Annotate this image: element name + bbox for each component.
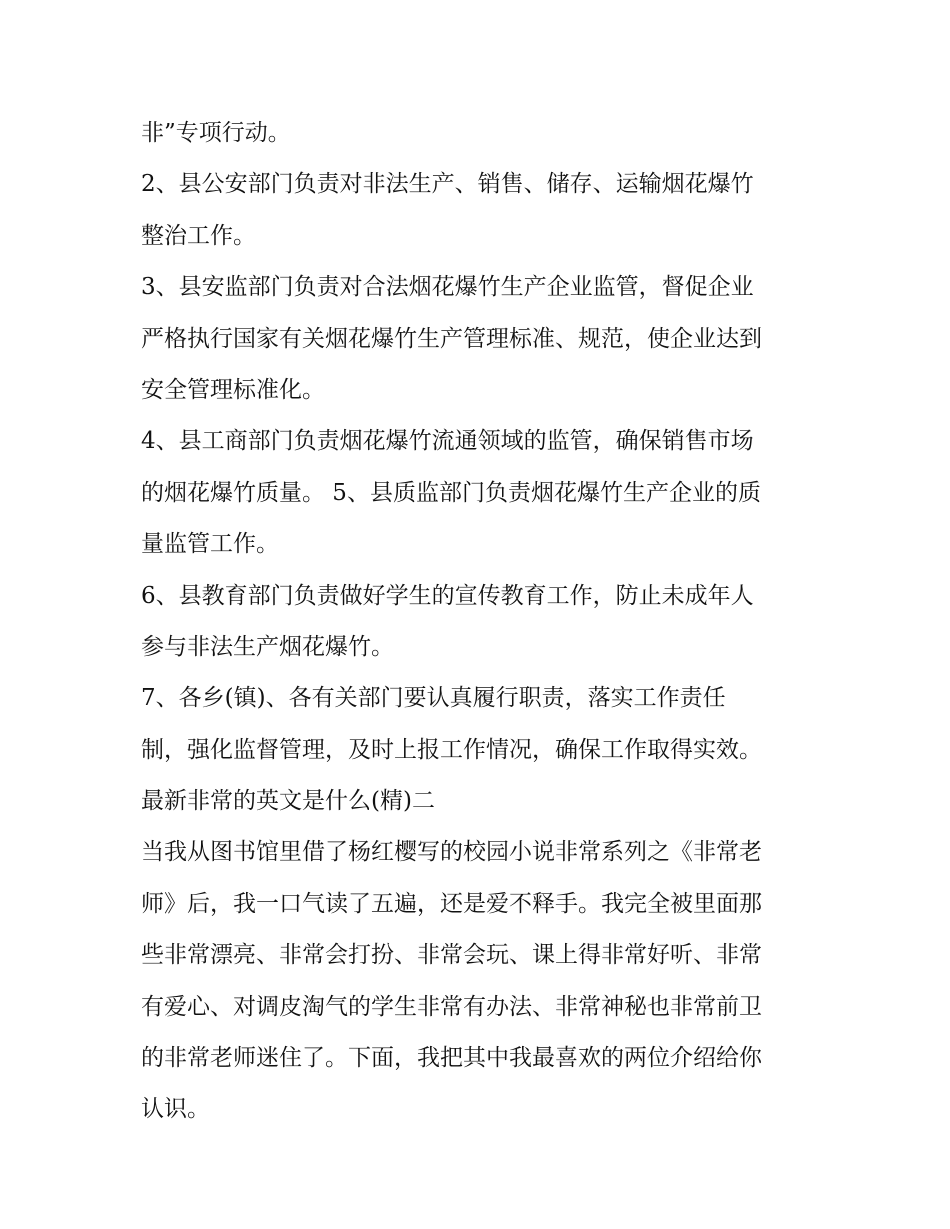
text-line: 2、县公安部门负责对非法生产、销售、储存、运输烟花爆竹 [141,171,754,198]
text-line: 安全管理标准化。 [141,376,325,403]
text-line: 整治工作。 [141,222,256,249]
text-line: 认识。 [141,1096,210,1123]
text-line: 当我从图书馆里借了杨红樱写的校园小说非常系列之《非常老 [141,839,762,866]
text-line: 量监管工作。 [141,531,279,558]
text-line: 制，强化监督管理，及时上报工作情况，确保工作取得实效。 [141,736,762,763]
text-line: 的烟花爆竹质量。 5、县质监部门负责烟花爆竹生产企业的质 [141,479,761,506]
text-line: 4、县工商部门负责烟花爆竹流通领域的监管，确保销售市场 [141,428,754,455]
text-line: 7、各乡(镇)、各有关部门要认真履行职责，落实工作责任 [141,685,726,712]
text-line: 的非常老师迷住了。下面，我把其中我最喜欢的两位介绍给你 [141,1045,762,1072]
text-line: 有爱心、对调皮淘气的学生非常有办法、非常神秘也非常前卫 [141,993,762,1020]
text-line: 6、县教育部门负责做好学生的宣传教育工作，防止未成年人 [141,582,754,609]
text-line: 参与非法生产烟花爆竹。 [141,633,394,660]
text-line: 些非常漂亮、非常会打扮、非常会玩、课上得非常好听、非常 [141,942,762,969]
text-line: 3、县安监部门负责对合法烟花爆竹生产企业监管，督促企业 [141,274,754,301]
section-heading: 最新非常的英文是什么(精)二 [141,788,435,815]
text-line: 师》后，我一口气读了五遍，还是爱不释手。我完全被里面那 [141,890,762,917]
text-line: 非”专项行动。 [141,120,291,146]
text-line: 严格执行国家有关烟花爆竹生产管理标准、规范，使企业达到 [141,325,762,352]
document-body [141,108,821,1136]
